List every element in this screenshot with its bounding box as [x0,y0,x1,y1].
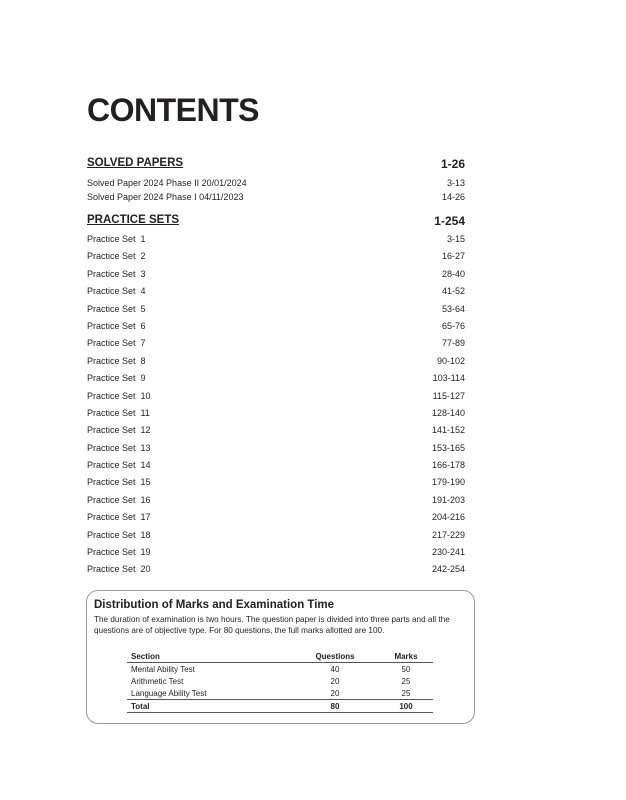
toc-entry-pages: 3-15 [446,234,465,244]
toc-entry-pages: 179-190 [431,477,465,488]
toc-entry-label: Practice Set 20 [87,564,151,575]
distribution-description: The duration of examination is two hours. The question paper is divided into three parts and all the questions are of objective type. For 80 questions, the full marks allotted are 100. [94,615,450,635]
toc-entry [87,495,465,512]
toc-entry [87,286,465,303]
distribution-box [86,590,475,724]
toc-entry-pages: 141-152 [431,425,465,436]
toc-entry-label: Practice Set 5 [87,303,146,314]
practice-sets-label: PRACTICE SETS [87,214,180,226]
toc-entry [87,251,465,268]
total-row [127,700,433,713]
toc-entry-label: Practice Set 7 [87,338,146,349]
toc-entry-label: Practice Set 8 [87,355,146,366]
row-section: Language Ability Test [131,688,207,698]
toc-entry [87,192,465,206]
toc-entry-pages: 230-241 [431,547,465,558]
total-label: Total [127,700,291,713]
toc-entry [87,234,465,251]
toc-entry-label: Practice Set 12 [87,425,151,436]
toc-entry [87,338,465,355]
page-title: CONTENTS [87,92,259,128]
row-marks: 50 [401,664,411,674]
row-section: Mental Ability Test [131,664,195,674]
toc-entry-pages: 53-64 [441,303,465,314]
solved-papers-range: 1-26 [440,157,465,171]
toc-entry-label: Practice Set 2 [87,251,146,262]
toc-entry-pages: 191-203 [431,494,465,505]
toc-entry-label: Practice Set 6 [87,320,146,331]
toc-entry [87,530,465,547]
toc-entry-label: Practice Set 9 [87,373,146,384]
toc-entry-pages: 217-229 [431,529,465,540]
header-questions: Questions [291,650,379,663]
total-marks: 100 [379,700,433,713]
toc-entry-label: Solved Paper 2024 Phase II 20/01/2024 [87,178,247,188]
marks-table [127,650,433,713]
row-questions: 20 [330,688,340,698]
toc-entry-pages: 115-127 [432,390,465,401]
toc-entry-label: Practice Set 15 [87,477,151,488]
toc-entry-label: Practice Set 13 [87,442,151,453]
toc-entry [87,178,465,192]
toc-entry-label: Solved Paper 2024 Phase I 04/11/2023 [87,192,244,202]
toc-entry [87,373,465,390]
toc-entry-label: Practice Set 11 [87,407,150,418]
toc-entry-label: Practice Set 1 [87,234,146,244]
toc-entry-pages: 28-40 [441,268,465,279]
toc-entry-label: Practice Set 4 [87,286,146,297]
toc-entry [87,408,465,425]
toc-entry-pages: 204-216 [431,512,465,523]
distribution-title: Distribution of Marks and Examination Time [94,599,335,611]
toc-entry [87,512,465,529]
toc-entry-label: Practice Set 14 [87,460,151,471]
toc-entry-pages: 14-26 [441,192,465,202]
solved-papers-heading [87,157,465,173]
toc-entry [87,304,465,321]
row-questions: 20 [330,676,340,686]
toc-entry [87,460,465,477]
toc-entry-pages: 3-13 [446,178,465,188]
toc-entry-pages: 128-140 [431,407,465,418]
toc-entry-pages: 65-76 [441,320,465,331]
practice-sets-list [87,234,465,582]
toc-entry-label: Practice Set 19 [87,547,151,558]
toc-entry-pages: 77-89 [441,338,465,349]
toc-entry-label: Practice Set 16 [87,494,151,505]
table-row [127,663,433,676]
header-marks: Marks [379,650,433,663]
toc-entry [87,391,465,408]
practice-sets-heading [87,214,465,230]
toc-entry-pages: 242-254 [431,564,465,575]
row-section: Arithmetic Test [131,676,184,686]
toc-entry [87,269,465,286]
row-questions: 40 [330,664,340,674]
toc-entry [87,321,465,338]
toc-entry [87,564,465,581]
solved-papers-label: SOLVED PAPERS [87,157,184,169]
toc-entry-pages: 90-102 [436,355,465,366]
toc-entry-pages: 103-114 [432,373,465,384]
solved-papers-list [87,178,465,206]
table-row [127,687,433,700]
toc-entry [87,477,465,494]
toc-entry-pages: 153-165 [431,442,465,453]
toc-entry-label: Practice Set 17 [87,512,151,523]
toc-entry [87,425,465,442]
toc-entry-pages: 41-52 [441,286,465,297]
row-marks: 25 [401,688,411,698]
toc-entry-pages: 166-178 [431,460,465,471]
practice-sets-range: 1-254 [434,214,465,228]
marks-table-header [127,650,433,663]
toc-entry-label: Practice Set 10 [87,390,151,401]
toc-entry-label: Practice Set 3 [87,268,146,279]
header-section: Section [127,650,291,663]
toc-entry-pages: 16-27 [441,251,465,262]
row-marks: 25 [401,676,411,686]
toc-entry [87,547,465,564]
total-questions: 80 [291,700,379,713]
toc-entry [87,443,465,460]
table-row [127,675,433,687]
toc-entry [87,356,465,373]
toc-entry-label: Practice Set 18 [87,529,151,540]
